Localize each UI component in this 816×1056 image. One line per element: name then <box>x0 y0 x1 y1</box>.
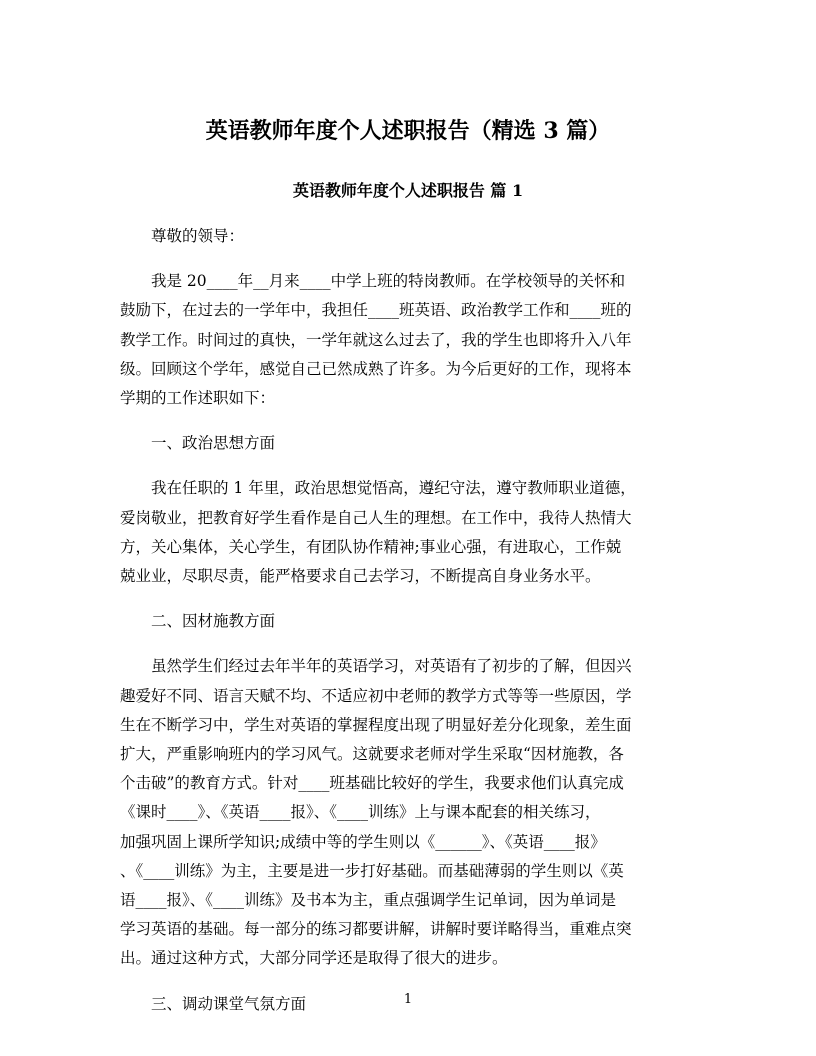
paragraph-line: 方，关心集体，关心学生，有团队协作精神;事业心强，有进取心，工作兢 <box>120 537 622 556</box>
paragraph-line: 兢业业，尽职尽责，能严格要求自己去学习，不断提高自身业务水平。 <box>120 567 601 586</box>
paragraph-line: 出。通过这种方式，大部分同学还是取得了很大的进步。 <box>120 949 508 968</box>
paragraph-politics <box>120 474 698 591</box>
paragraph-line: 语____报》、《____训练》及书本为主，重点强调学生记单词，因为单词是 <box>120 891 617 910</box>
paragraph-line: 个击破”的教育方式。针对____班基础比较好的学生，我要求他们认真完成 <box>120 774 624 793</box>
paragraph-line: 学期的工作述职如下： <box>120 389 276 408</box>
page-number: 1 <box>403 992 413 1007</box>
paragraph-intro <box>120 267 698 413</box>
paragraph-line: 扩大，严重影响班内的学习风气。这就要求老师对学生采取“因材施教，各 <box>120 745 624 764</box>
heading-teaching: 二、因材施教方面 <box>151 612 276 631</box>
paragraph-line: 生在不断学习中，学生对英语的掌握程度出现了明显好差分化现象，差生面 <box>120 715 632 734</box>
paragraph-line: 加强巩固上课所学知识;成绩中等的学生则以《______》、《英语____报》 <box>120 832 606 851</box>
paragraph-line: 鼓励下，在过去的一学年中，我担任____班英语、政治教学工作和____班的 <box>120 301 632 320</box>
paragraph-line: 我在任职的 1 年里，政治思想觉悟高，遵纪守法，遵守教师职业道德， <box>151 479 636 498</box>
paragraph-line: 《课时____》、《英语____报》、《____训练》上与课本配套的相关练习， <box>120 803 601 822</box>
heading-classroom: 三、调动课堂气氛方面 <box>151 994 307 1013</box>
heading-politics: 一、政治思想方面 <box>151 434 276 453</box>
document-title: 英语教师年度个人述职报告（精选 3 篇） <box>205 118 611 144</box>
paragraph-line: 趣爱好不同、语言天赋不均、不适应初中老师的教学方式等等一些原因，学 <box>120 686 632 705</box>
paragraph-line: 我是 20____年__月来____中学上班的特岗教师。在学校领导的关怀和 <box>151 272 626 291</box>
document-body <box>120 222 698 1035</box>
paragraph-teaching <box>120 652 698 973</box>
salutation: 尊敬的领导： <box>151 227 245 245</box>
paragraph-line: 级。回顾这个学年，感觉自己已然成熟了许多。为今后更好的工作，现将本 <box>120 359 632 378</box>
paragraph-line: 虽然学生们经过去年半年的英语学习，对英语有了初步的了解，但因兴 <box>151 657 632 676</box>
paragraph-line: 、《____训练》为主，主要是进一步打好基础。而基础薄弱的学生则以《英 <box>120 861 624 880</box>
section-title: 英语教师年度个人述职报告 篇 1 <box>292 181 524 200</box>
paragraph-line: 爱岗敬业，把教育好学生看作是自己人生的理想。在工作中，我待人热情大 <box>120 508 632 527</box>
paragraph-line: 学习英语的基础。每一部分的练习都要讲解，讲解时要详略得当，重难点突 <box>120 920 632 939</box>
paragraph-line: 教学工作。时间过的真快，一学年就这么过去了，我的学生也即将升入八年 <box>120 330 632 349</box>
